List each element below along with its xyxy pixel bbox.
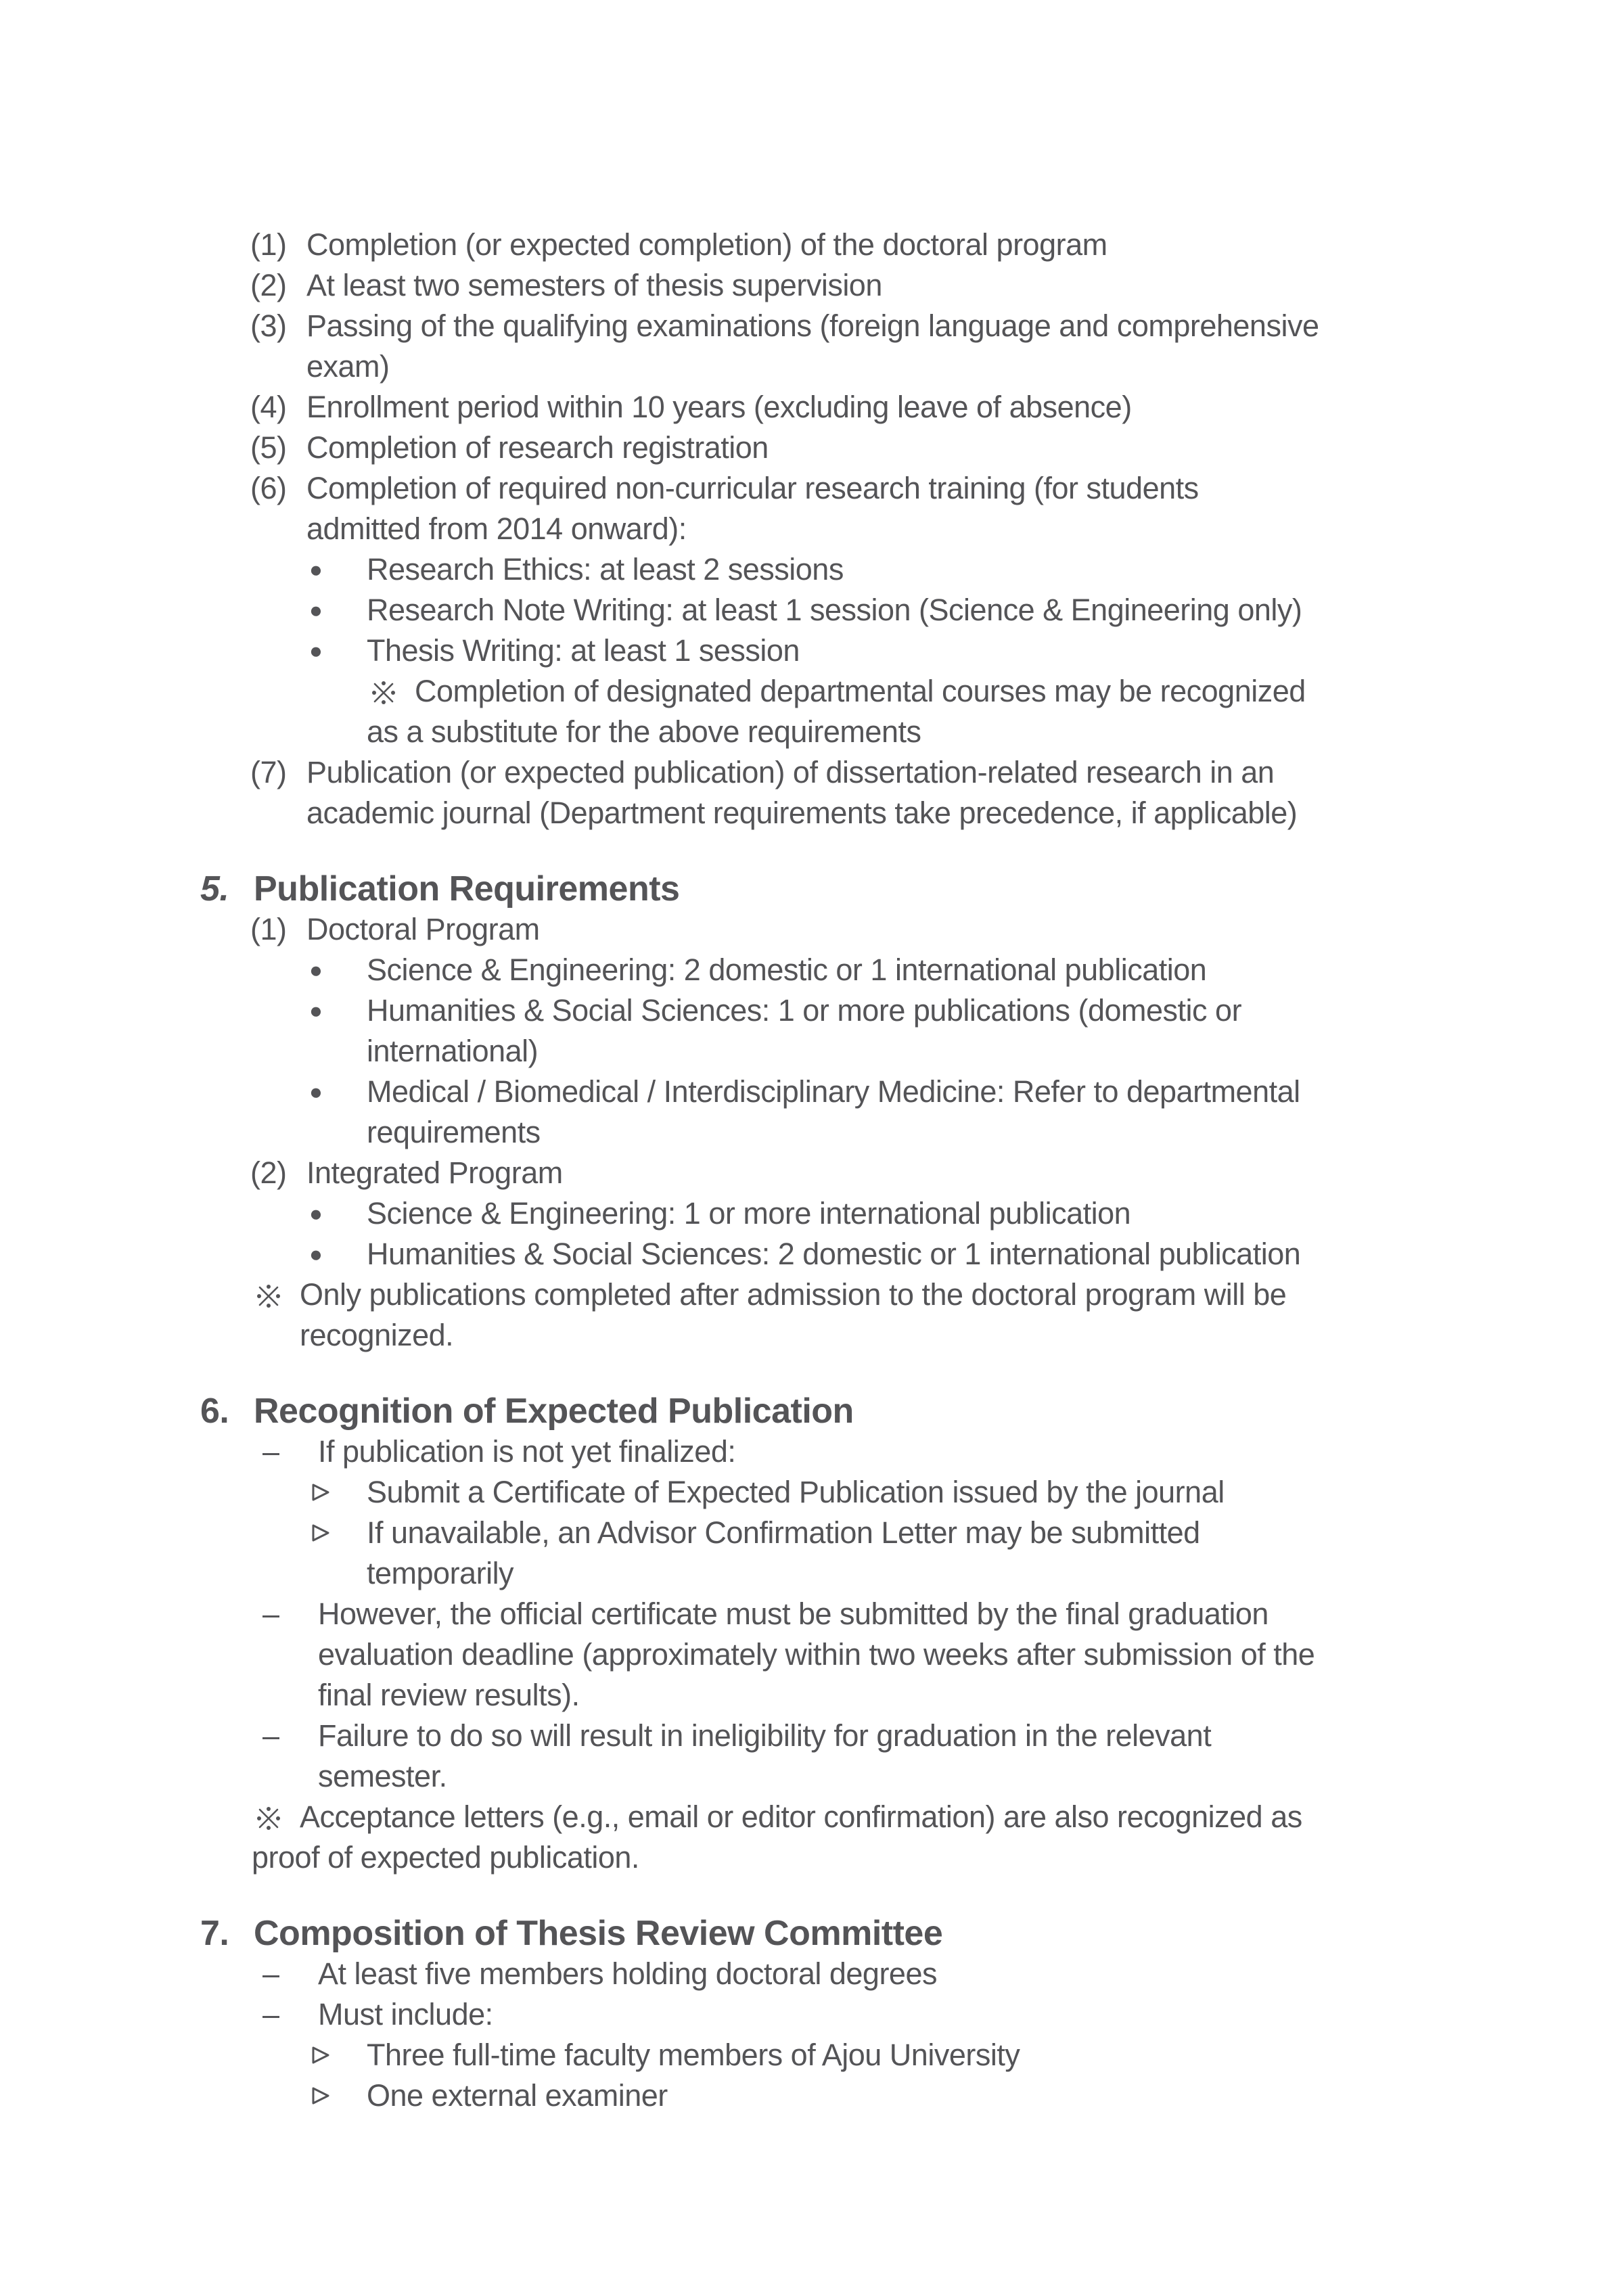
note-item	[371, 671, 1501, 712]
note-text: recognized.	[300, 1318, 454, 1352]
item-text: exam)	[306, 349, 390, 384]
note-item	[256, 1797, 1501, 1837]
reference-mark-icon	[256, 1797, 300, 1830]
bullet-icon: ●	[309, 597, 323, 622]
section-number: 7.	[200, 1914, 229, 1953]
item-text: temporarily	[367, 1556, 514, 1590]
item-text: One external examiner	[367, 2078, 668, 2113]
note-text: Acceptance letters (e.g., email or editor confirmation) are also recognized as	[300, 1799, 1302, 1834]
dash-continuation	[318, 1756, 1501, 1797]
bullet-item	[309, 590, 1501, 630]
item-continuation	[306, 346, 1501, 387]
item-text: Doctoral Program	[306, 912, 540, 946]
bullet-icon: ●	[309, 998, 323, 1023]
dash-marker: –	[262, 1718, 279, 1753]
numbered-item	[250, 752, 1501, 793]
bullet-item	[309, 990, 1501, 1031]
item-number: (2)	[250, 268, 287, 302]
dash-continuation	[318, 1675, 1501, 1716]
note-item	[256, 1275, 1501, 1315]
bullet-item	[309, 1193, 1501, 1234]
bullet-icon: ●	[309, 638, 323, 663]
item-text: admitted from 2014 onward):	[306, 511, 687, 546]
dash-item	[262, 1431, 1501, 1472]
reference-mark-icon	[371, 671, 415, 704]
numbered-item	[250, 265, 1501, 306]
item-continuation	[306, 509, 1501, 549]
numbered-item	[250, 225, 1501, 265]
item-text: Completion (or expected completion) of the doctoral program	[306, 227, 1107, 262]
item-number: (4)	[250, 390, 287, 424]
bullet-item	[309, 950, 1501, 990]
numbered-item	[250, 1153, 1501, 1193]
section-number: 5.	[200, 869, 229, 909]
note-continuation	[300, 1315, 1501, 1356]
numbered-item	[250, 428, 1501, 468]
item-text: Humanities & Social Sciences: 1 or more publications (domestic or	[367, 993, 1242, 1028]
item-text: Passing of the qualifying examinations (foreign language and comprehensive	[306, 308, 1319, 343]
bullet-item	[309, 1072, 1501, 1112]
item-number: (2)	[250, 1155, 287, 1190]
section-title: Publication Requirements	[254, 869, 680, 909]
item-number: (5)	[250, 430, 287, 465]
item-text: However, the official certificate must be submitted by the final graduation	[318, 1597, 1268, 1631]
arrow-bullet-icon	[310, 2075, 367, 2107]
item-text: requirements	[367, 1115, 541, 1149]
item-text: If publication is not yet finalized:	[318, 1434, 736, 1469]
item-text: final review results).	[318, 1678, 580, 1712]
bullet-icon: ●	[309, 1079, 323, 1104]
dash-marker: –	[262, 1597, 279, 1631]
note-continuation	[367, 712, 1501, 752]
item-text: Humanities & Social Sciences: 2 domestic or 1 international publication	[367, 1237, 1301, 1271]
bullet-item	[309, 549, 1501, 590]
item-text: Science & Engineering: 1 or more international publication	[367, 1196, 1131, 1231]
dash-marker: –	[262, 1434, 279, 1469]
section-title: Recognition of Expected Publication	[254, 1392, 854, 1431]
note-text: proof of expected publication.	[252, 1840, 639, 1875]
item-text: Enrollment period within 10 years (excluding leave of absence)	[306, 390, 1132, 424]
arrow-item	[310, 2035, 1501, 2075]
dash-marker: –	[262, 1956, 279, 1991]
note-text: Only publications completed after admission to the doctoral program will be	[300, 1277, 1287, 1312]
dash-item	[262, 1994, 1501, 2035]
section-heading-thesis-review-committee	[200, 1913, 1501, 1954]
bullet-icon: ●	[309, 557, 323, 582]
section-number: 6.	[200, 1392, 229, 1431]
reference-mark-icon	[256, 1275, 300, 1308]
item-number: (3)	[250, 308, 287, 343]
item-text: At least five members holding doctoral degrees	[318, 1956, 937, 1991]
note-text: as a substitute for the above requirements	[367, 714, 921, 749]
bullet-icon: ●	[309, 957, 323, 982]
section-heading-expected-publication	[200, 1391, 1501, 1431]
item-text: Thesis Writing: at least 1 session	[367, 633, 800, 668]
item-text: Science & Engineering: 2 domestic or 1 international publication	[367, 952, 1207, 987]
item-text: Submit a Certificate of Expected Publication issued by the journal	[367, 1475, 1225, 1509]
arrow-item	[310, 1513, 1501, 1553]
item-number: (1)	[250, 912, 287, 946]
arrow-bullet-icon	[310, 1513, 367, 1544]
dash-item	[262, 1716, 1501, 1756]
dash-marker: –	[262, 1997, 279, 2031]
item-text: Completion of required non-curricular research training (for students	[306, 471, 1199, 505]
item-text: Research Ethics: at least 2 sessions	[367, 552, 844, 587]
item-text: Must include:	[318, 1997, 493, 2031]
bullet-item	[309, 630, 1501, 671]
dash-continuation	[318, 1634, 1501, 1675]
section-title: Composition of Thesis Review Committee	[254, 1914, 943, 1953]
item-text: semester.	[318, 1759, 447, 1793]
item-text: Publication (or expected publication) of dissertation-related research in an	[306, 755, 1275, 789]
item-text: At least two semesters of thesis supervision	[306, 268, 882, 302]
numbered-item	[250, 306, 1501, 346]
numbered-item	[250, 909, 1501, 950]
dash-item	[262, 1594, 1501, 1634]
arrow-bullet-icon	[310, 1472, 367, 1503]
arrow-item	[310, 2075, 1501, 2116]
bullet-icon: ●	[309, 1241, 323, 1266]
item-continuation	[306, 793, 1501, 833]
arrow-bullet-icon	[310, 2035, 367, 2066]
item-number: (7)	[250, 755, 287, 789]
bullet-continuation	[367, 1031, 1501, 1072]
item-text: academic journal (Department requirements take precedence, if applicable)	[306, 796, 1298, 830]
bullet-continuation	[367, 1112, 1501, 1153]
numbered-item	[250, 468, 1501, 509]
item-text: Failure to do so will result in ineligibility for graduation in the relevant	[318, 1718, 1212, 1753]
item-text: Integrated Program	[306, 1155, 563, 1190]
section-heading-publication-requirements	[200, 869, 1501, 909]
item-text: international)	[367, 1034, 539, 1068]
item-text: Three full-time faculty members of Ajou University	[367, 2038, 1020, 2072]
item-text: Completion of research registration	[306, 430, 769, 465]
item-text: If unavailable, an Advisor Confirmation Letter may be submitted	[367, 1515, 1200, 1550]
bullet-item	[309, 1234, 1501, 1275]
arrow-item	[310, 1472, 1501, 1513]
item-number: (1)	[250, 227, 287, 262]
item-number: (6)	[250, 471, 287, 505]
numbered-item	[250, 387, 1501, 428]
item-text: Research Note Writing: at least 1 session (Science & Engineering only)	[367, 593, 1302, 627]
dash-item	[262, 1954, 1501, 1994]
bullet-icon: ●	[309, 1201, 323, 1226]
note-text: Completion of designated departmental courses may be recognized	[415, 674, 1306, 708]
arrow-continuation	[367, 1553, 1501, 1594]
item-text: evaluation deadline (approximately within two weeks after submission of the	[318, 1637, 1315, 1672]
item-text: Medical / Biomedical / Interdisciplinary Medicine: Refer to departmental	[367, 1074, 1300, 1109]
note-continuation	[252, 1837, 1501, 1878]
